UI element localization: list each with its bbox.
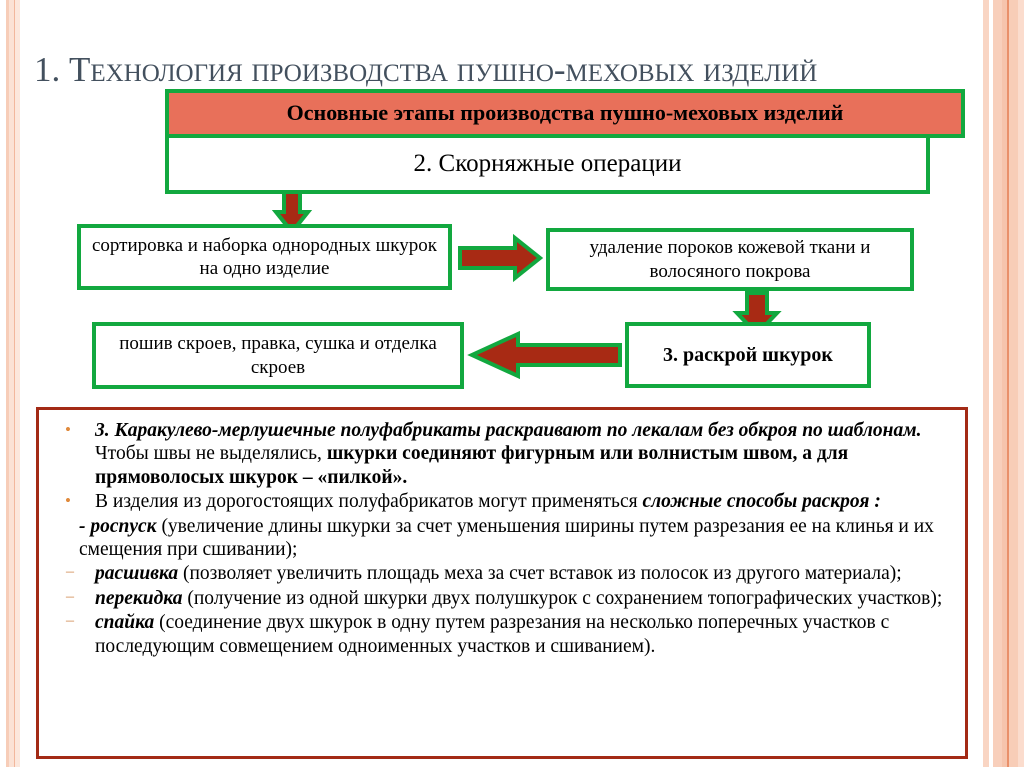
body-item-6-text: (соединение двух шкурок в одну путем разрезания на несколько поперечных участков с последующим совмещением одноименных участков и сшиванием). (95, 612, 890, 657)
body-item-4-term: расшивка (95, 563, 179, 585)
body-item-3 (53, 515, 953, 562)
flow-box-sorting (77, 224, 452, 290)
body-item-3-term: - роспуск (79, 515, 157, 537)
flow-box-sorting-label: сортировка и наборка однородных шкурок на одно изделие (92, 234, 437, 279)
body-item-6 (53, 611, 953, 658)
flow-box-sewing (92, 322, 464, 389)
body-item-2-seg1: В изделия из дорогостоящих полуфабрикатов могут применяться (95, 491, 643, 513)
flow-box-header (165, 89, 965, 138)
flow-box-cutting (625, 322, 871, 388)
flow-box-stage (165, 138, 930, 194)
flow-box-sewing-label: пошив скроев, правка, сушка и отделка скроев (119, 333, 437, 378)
body-item-5 (53, 587, 953, 610)
body-item-1 (53, 419, 953, 489)
flow-box-defect-removal-label: удаление пороков кожевой ткани и волосяного покрова (589, 237, 871, 282)
page-title: 1. Технология производства пушно-меховых изделий (34, 50, 818, 89)
body-item-1-seg3: шкурки соединяют фигурным или волнистым швом, а для прямоволосых шкурок – «пилкой». (95, 443, 849, 488)
body-item-2-seg2: сложные способы раскроя : (642, 491, 881, 513)
body-item-2 (53, 490, 953, 513)
flow-box-defect-removal (546, 228, 914, 291)
body-item-1-seg2: Чтобы швы не выделялись, (95, 443, 327, 465)
body-item-1-seg1: 3. Каракулево-мерлушечные полуфабрикаты раскраивают по лекалам без обкроя по шаблонам. (95, 420, 922, 441)
body-text-panel (36, 407, 968, 759)
arrow-left-cutting-to-sewing (472, 334, 620, 376)
flow-box-stage-label: 2. Скорняжные операции (413, 149, 682, 177)
body-item-6-term: спайка (95, 612, 155, 634)
body-item-4 (53, 562, 953, 585)
arrow-right-sorting-to-defects (460, 238, 540, 278)
body-item-5-text: (получение из одной шкурки двух полушкурок с сохранением топографических участков); (182, 587, 943, 609)
flow-box-cutting-label: 3. раскрой шкурок (663, 343, 833, 366)
body-item-5-term: перекидка (95, 587, 183, 609)
body-item-4-text: (позволяет увеличить площадь меха за счет вставок из полосок из другого материала); (178, 563, 902, 585)
flow-box-header-label: Основные этапы производства пушно-меховых изделий (286, 100, 844, 126)
body-item-3-text: (увеличение длины шкурки за счет уменьшения ширины путем разрезания ее на клинья и их смещения при сшивании); (79, 515, 934, 560)
